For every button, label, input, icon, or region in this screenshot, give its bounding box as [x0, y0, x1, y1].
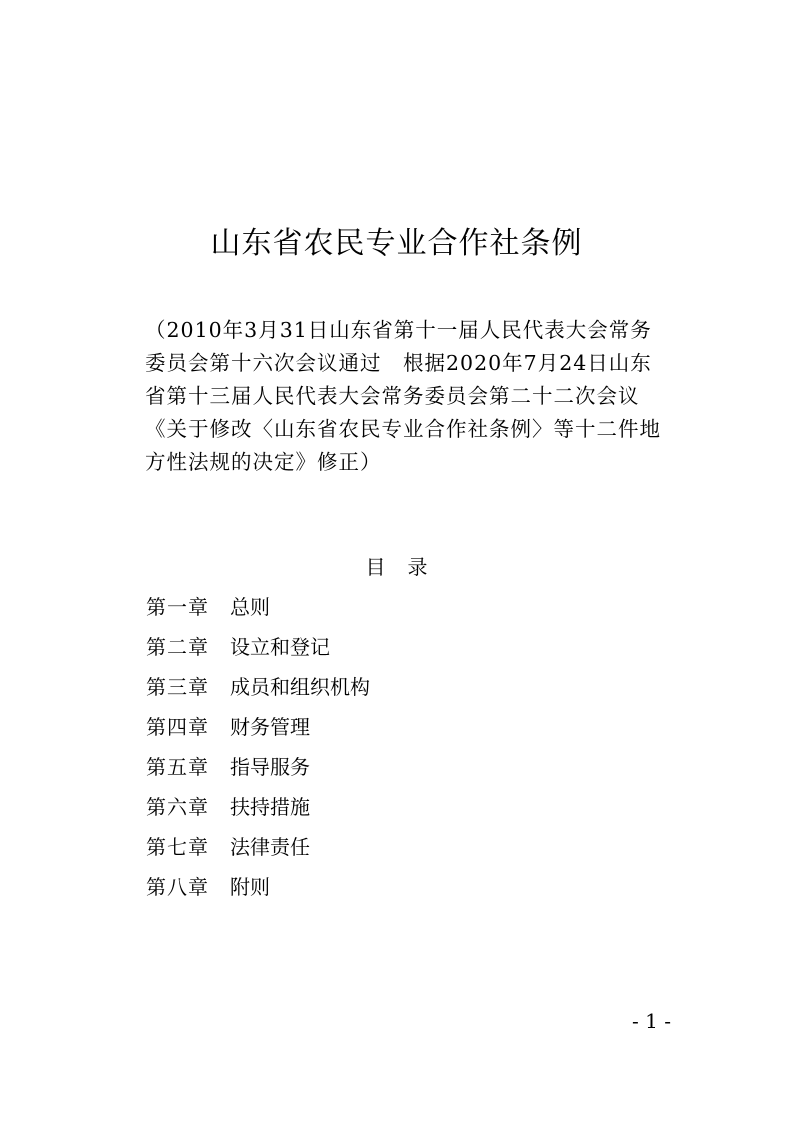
enactment-note-line: 《关于修改〈山东省农民专业合作社条例〉等十二件地 [145, 417, 661, 441]
toc-chapter-name: 财务管理 [230, 715, 310, 739]
toc-chapter-name: 指导服务 [230, 755, 310, 779]
toc-item-chapter-7 [146, 833, 370, 873]
document-title: 山东省农民专业合作社条例 [210, 226, 583, 261]
toc-chapter-name: 附则 [230, 875, 270, 899]
page-number: - 1 - [632, 1009, 671, 1033]
toc-item-chapter-3 [146, 673, 370, 713]
toc-chapter-number: 第五章 [146, 755, 209, 779]
toc-item-chapter-5 [146, 753, 370, 793]
toc-chapter-name: 设立和登记 [230, 635, 330, 659]
toc-chapter-number: 第二章 [146, 635, 209, 659]
toc-heading-char: 目 [365, 555, 386, 579]
toc-chapter-name: 法律责任 [230, 835, 310, 859]
toc-item-chapter-8 [146, 873, 370, 913]
toc-chapter-number: 第七章 [146, 835, 209, 859]
toc-item-chapter-2 [146, 633, 370, 673]
toc-chapter-number: 第八章 [146, 875, 209, 899]
toc-heading [0, 553, 793, 581]
toc-chapter-name: 总则 [230, 595, 270, 619]
toc-item-chapter-1 [146, 593, 370, 633]
toc-item-chapter-4 [146, 713, 370, 753]
toc-chapter-number: 第四章 [146, 715, 209, 739]
enactment-note-line: （2010年3月31日山东省第十一届人民代表大会常务 [145, 318, 652, 342]
toc-chapter-number: 第六章 [146, 795, 209, 819]
toc-chapter-number: 第三章 [146, 675, 209, 699]
toc-heading-char: 录 [407, 555, 428, 579]
enactment-note-line: 委员会第十六次会议通过 根据2020年7月24日山东 [145, 351, 652, 375]
enactment-note-line: 省第十三届人民代表大会常务委员会第二十二次会议 [145, 384, 640, 408]
enactment-note [145, 314, 661, 479]
enactment-note-line: 方性法规的决定》修正） [145, 450, 382, 474]
toc-chapter-name: 扶持措施 [230, 795, 310, 819]
toc-chapter-name: 成员和组织机构 [230, 675, 370, 699]
toc-item-chapter-6 [146, 793, 370, 833]
toc-chapter-number: 第一章 [146, 595, 209, 619]
table-of-contents [146, 593, 370, 913]
